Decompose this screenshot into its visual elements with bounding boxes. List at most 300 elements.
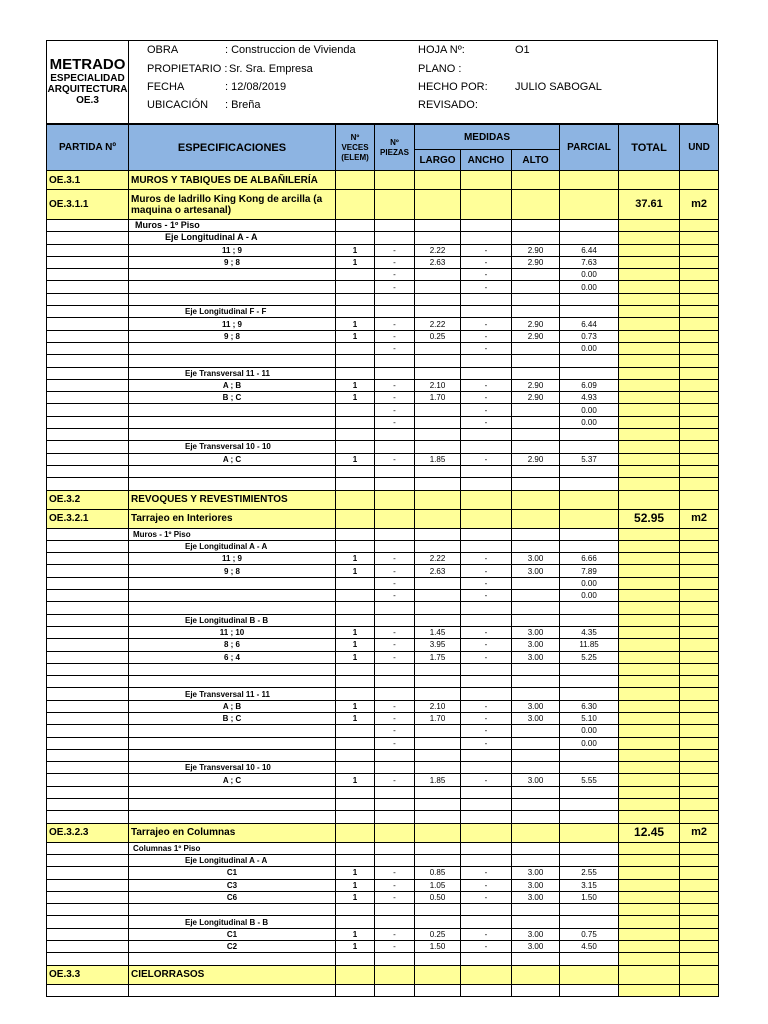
section-unit — [680, 171, 719, 190]
spec-cell: C2 — [129, 941, 336, 953]
und-cell — [680, 891, 719, 903]
parcial-cell — [560, 799, 619, 811]
veces-cell: 1 — [336, 867, 375, 879]
spec-cell — [129, 663, 336, 675]
piezas-cell: - — [375, 891, 415, 903]
total-cell — [619, 786, 680, 798]
und-cell — [680, 842, 719, 854]
spec-cell — [129, 725, 336, 737]
table-row — [47, 269, 719, 281]
veces-cell: 1 — [336, 891, 375, 903]
section-title: Tarrajeo en Columnas — [129, 823, 336, 842]
table-body — [47, 171, 719, 997]
alto-cell: 2.90 — [512, 453, 560, 465]
section-row — [47, 190, 719, 220]
spec-cell: C3 — [129, 879, 336, 891]
und-cell — [680, 811, 719, 823]
section-total — [619, 965, 680, 984]
piezas-cell — [375, 904, 415, 916]
largo-cell: 2.63 — [415, 565, 461, 577]
total-cell — [619, 565, 680, 577]
partida-cell — [47, 269, 129, 281]
partida-code: OE.3.1.1 — [47, 190, 129, 220]
total-cell — [619, 256, 680, 268]
spec-cell — [129, 676, 336, 688]
partida-cell — [47, 416, 129, 428]
veces-cell — [336, 478, 375, 490]
total-cell — [619, 867, 680, 879]
table-row — [47, 220, 719, 232]
total-cell — [619, 626, 680, 638]
ancho-cell: - — [461, 416, 512, 428]
veces-cell — [336, 404, 375, 416]
largo-cell — [415, 281, 461, 293]
ancho-cell — [461, 688, 512, 700]
alto-cell — [512, 577, 560, 589]
empty-cell — [461, 509, 512, 528]
und-cell — [680, 737, 719, 749]
parcial-cell: 4.35 — [560, 626, 619, 638]
hoja-label: HOJA Nº: — [418, 44, 465, 56]
empty-cell — [375, 823, 415, 842]
alto-cell: 3.00 — [512, 867, 560, 879]
spec-cell: 9 ; 8 — [129, 330, 336, 342]
partida-cell — [47, 786, 129, 798]
piezas-cell: - — [375, 281, 415, 293]
largo-cell — [415, 953, 461, 965]
partida-cell — [47, 306, 129, 318]
largo-cell — [415, 916, 461, 928]
spec-cell — [129, 429, 336, 441]
partida-cell — [47, 676, 129, 688]
parcial-cell — [560, 528, 619, 540]
partida-cell — [47, 688, 129, 700]
empty-cell — [336, 823, 375, 842]
veces-cell: 1 — [336, 626, 375, 638]
veces-cell — [336, 429, 375, 441]
table-row — [47, 953, 719, 965]
parcial-cell — [560, 786, 619, 798]
spec-cell: Eje Transversal 11 - 11 — [129, 688, 336, 700]
parcial-cell — [560, 984, 619, 996]
section-title: MUROS Y TABIQUES DE ALBAÑILERÍA — [129, 171, 336, 190]
ancho-cell: - — [461, 318, 512, 330]
ubicacion-value: : Breña — [225, 99, 261, 111]
alto-cell: 3.00 — [512, 941, 560, 953]
table-row — [47, 441, 719, 453]
und-cell — [680, 355, 719, 367]
veces-cell: 1 — [336, 392, 375, 404]
piezas-cell — [375, 786, 415, 798]
col-partida: PARTIDA Nº — [47, 125, 129, 171]
und-cell — [680, 281, 719, 293]
alto-cell: 3.00 — [512, 928, 560, 940]
table-row — [47, 355, 719, 367]
ancho-cell — [461, 540, 512, 552]
section-total: 52.95 — [619, 509, 680, 528]
piezas-cell: - — [375, 626, 415, 638]
und-cell — [680, 553, 719, 565]
ancho-cell: - — [461, 774, 512, 786]
spec-cell: B ; C — [129, 392, 336, 404]
largo-cell — [415, 540, 461, 552]
veces-cell — [336, 540, 375, 552]
fecha-value: : 12/08/2019 — [225, 81, 287, 93]
ancho-cell: - — [461, 453, 512, 465]
section-row — [47, 171, 719, 190]
ancho-cell — [461, 355, 512, 367]
und-cell — [680, 379, 719, 391]
piezas-cell: - — [375, 737, 415, 749]
spec-cell: 8 ; 6 — [129, 639, 336, 651]
veces-cell: 1 — [336, 928, 375, 940]
empty-cell — [560, 171, 619, 190]
total-cell — [619, 441, 680, 453]
spec-cell: Eje Longitudinal B - B — [129, 614, 336, 626]
piezas-cell — [375, 478, 415, 490]
veces-cell — [336, 281, 375, 293]
piezas-cell: - — [375, 416, 415, 428]
piezas-cell — [375, 842, 415, 854]
und-cell — [680, 244, 719, 256]
table-row — [47, 565, 719, 577]
table-row — [47, 293, 719, 305]
spec-cell — [129, 984, 336, 996]
document-header — [46, 40, 718, 124]
veces-cell — [336, 577, 375, 589]
largo-cell: 1.85 — [415, 453, 461, 465]
empty-cell — [461, 490, 512, 509]
partida-cell — [47, 614, 129, 626]
partida-cell — [47, 639, 129, 651]
total-cell — [619, 220, 680, 232]
partida-cell — [47, 842, 129, 854]
table-row — [47, 700, 719, 712]
und-cell — [680, 342, 719, 354]
alto-cell: 2.90 — [512, 330, 560, 342]
table-row — [47, 232, 719, 244]
und-cell — [680, 626, 719, 638]
parcial-cell: 0.00 — [560, 404, 619, 416]
piezas-cell — [375, 762, 415, 774]
parcial-cell — [560, 663, 619, 675]
veces-cell — [336, 528, 375, 540]
alto-cell — [512, 232, 560, 244]
piezas-cell: - — [375, 590, 415, 602]
und-cell — [680, 663, 719, 675]
empty-cell — [560, 490, 619, 509]
section-total: 37.61 — [619, 190, 680, 220]
empty-cell — [461, 171, 512, 190]
und-cell — [680, 879, 719, 891]
total-cell — [619, 737, 680, 749]
piezas-cell: - — [375, 342, 415, 354]
table-row — [47, 737, 719, 749]
largo-cell — [415, 441, 461, 453]
spec-cell: 11 ; 10 — [129, 626, 336, 638]
total-cell — [619, 916, 680, 928]
table-row — [47, 688, 719, 700]
partida-cell — [47, 774, 129, 786]
total-cell — [619, 367, 680, 379]
spec-cell: 11 ; 9 — [129, 318, 336, 330]
fecha-label: FECHA — [147, 81, 185, 93]
partida-cell — [47, 953, 129, 965]
largo-cell — [415, 904, 461, 916]
alto-cell: 3.00 — [512, 891, 560, 903]
table-row — [47, 404, 719, 416]
spec-cell: 9 ; 8 — [129, 256, 336, 268]
section-title: Tarrajeo en Interiores — [129, 509, 336, 528]
total-cell — [619, 478, 680, 490]
total-cell — [619, 269, 680, 281]
spec-cell — [129, 953, 336, 965]
ancho-cell — [461, 799, 512, 811]
und-cell — [680, 220, 719, 232]
piezas-cell: - — [375, 700, 415, 712]
total-cell — [619, 749, 680, 761]
veces-cell: 1 — [336, 244, 375, 256]
spec-cell: Eje Transversal 11 - 11 — [129, 367, 336, 379]
ancho-cell — [461, 220, 512, 232]
spec-cell: Eje Longitudinal A - A — [129, 232, 336, 244]
und-cell — [680, 953, 719, 965]
partida-code: OE.3.2.1 — [47, 509, 129, 528]
spec-cell: B ; C — [129, 712, 336, 724]
section-row — [47, 965, 719, 984]
alto-cell — [512, 688, 560, 700]
ancho-cell — [461, 478, 512, 490]
largo-cell — [415, 367, 461, 379]
parcial-cell: 6.09 — [560, 379, 619, 391]
total-cell — [619, 306, 680, 318]
section-title: REVOQUES Y REVESTIMIENTOS — [129, 490, 336, 509]
empty-cell — [336, 965, 375, 984]
ancho-cell: - — [461, 941, 512, 953]
partida-cell — [47, 465, 129, 477]
table-row — [47, 256, 719, 268]
table-row — [47, 614, 719, 626]
piezas-cell — [375, 749, 415, 761]
piezas-cell — [375, 293, 415, 305]
obra-value: : Construccion de Vivienda — [225, 44, 356, 56]
ancho-cell — [461, 762, 512, 774]
parcial-cell — [560, 953, 619, 965]
total-cell — [619, 904, 680, 916]
und-cell — [680, 429, 719, 441]
partida-cell — [47, 941, 129, 953]
partida-cell — [47, 749, 129, 761]
empty-cell — [375, 171, 415, 190]
alto-cell — [512, 953, 560, 965]
table-row — [47, 842, 719, 854]
partida-cell — [47, 281, 129, 293]
piezas-cell — [375, 676, 415, 688]
partida-cell — [47, 355, 129, 367]
table-row — [47, 916, 719, 928]
col-parcial: PARCIAL — [560, 125, 619, 171]
und-cell — [680, 602, 719, 614]
section-unit: m2 — [680, 190, 719, 220]
und-cell — [680, 269, 719, 281]
ancho-cell: - — [461, 565, 512, 577]
spec-cell: Eje Longitudinal A - A — [129, 540, 336, 552]
parcial-cell — [560, 916, 619, 928]
veces-cell: 1 — [336, 941, 375, 953]
parcial-cell: 6.66 — [560, 553, 619, 565]
partida-cell — [47, 984, 129, 996]
veces-cell — [336, 799, 375, 811]
partida-cell — [47, 565, 129, 577]
und-cell — [680, 330, 719, 342]
parcial-cell: 4.93 — [560, 392, 619, 404]
veces-cell: 1 — [336, 712, 375, 724]
spec-cell: C6 — [129, 891, 336, 903]
spec-cell: 11 ; 9 — [129, 244, 336, 256]
empty-cell — [375, 509, 415, 528]
table-row — [47, 244, 719, 256]
parcial-cell — [560, 762, 619, 774]
und-cell — [680, 854, 719, 866]
table-row — [47, 799, 719, 811]
largo-cell — [415, 602, 461, 614]
spec-cell — [129, 602, 336, 614]
alto-cell: 3.00 — [512, 565, 560, 577]
table-row — [47, 762, 719, 774]
und-cell — [680, 367, 719, 379]
piezas-cell — [375, 441, 415, 453]
alto-cell: 2.90 — [512, 392, 560, 404]
veces-cell — [336, 953, 375, 965]
spec-cell — [129, 465, 336, 477]
ancho-cell: - — [461, 404, 512, 416]
table-row — [47, 306, 719, 318]
total-cell — [619, 379, 680, 391]
total-cell — [619, 700, 680, 712]
alto-cell: 3.00 — [512, 639, 560, 651]
partida-cell — [47, 577, 129, 589]
parcial-cell: 6.30 — [560, 700, 619, 712]
section-unit: m2 — [680, 823, 719, 842]
largo-cell — [415, 676, 461, 688]
partida-cell — [47, 626, 129, 638]
ancho-cell: - — [461, 269, 512, 281]
largo-cell: 2.10 — [415, 700, 461, 712]
parcial-cell: 4.50 — [560, 941, 619, 953]
alto-cell — [512, 416, 560, 428]
spec-cell: A ; B — [129, 700, 336, 712]
partida-code: OE.3.3 — [47, 965, 129, 984]
und-cell — [680, 256, 719, 268]
total-cell — [619, 244, 680, 256]
spec-cell — [129, 590, 336, 602]
piezas-cell: - — [375, 928, 415, 940]
ubicacion-label: UBICACIÓN — [147, 99, 209, 111]
spec-cell — [129, 355, 336, 367]
partida-cell — [47, 651, 129, 663]
und-cell — [680, 404, 719, 416]
plano-label: PLANO : — [418, 63, 462, 75]
ancho-cell: - — [461, 867, 512, 879]
empty-cell — [375, 190, 415, 220]
ancho-cell — [461, 614, 512, 626]
partida-cell — [47, 342, 129, 354]
largo-cell: 2.10 — [415, 379, 461, 391]
und-cell — [680, 232, 719, 244]
ancho-cell: - — [461, 626, 512, 638]
ancho-cell: - — [461, 244, 512, 256]
piezas-cell: - — [375, 244, 415, 256]
partida-code: OE.3.1 — [47, 171, 129, 190]
und-cell — [680, 651, 719, 663]
und-cell — [680, 725, 719, 737]
empty-cell — [560, 965, 619, 984]
table-row — [47, 465, 719, 477]
total-cell — [619, 639, 680, 651]
parcial-cell — [560, 904, 619, 916]
veces-cell — [336, 614, 375, 626]
total-cell — [619, 651, 680, 663]
parcial-cell — [560, 293, 619, 305]
spec-cell: Muros - 1º Piso — [129, 220, 336, 232]
hoja-value: O1 — [515, 44, 530, 56]
hecho-label: HECHO POR: — [418, 81, 488, 93]
parcial-cell — [560, 540, 619, 552]
partida-cell — [47, 367, 129, 379]
empty-cell — [415, 190, 461, 220]
total-cell — [619, 404, 680, 416]
total-cell — [619, 465, 680, 477]
section-total: 12.45 — [619, 823, 680, 842]
und-cell — [680, 700, 719, 712]
spec-cell — [129, 904, 336, 916]
ancho-cell — [461, 441, 512, 453]
parcial-cell — [560, 232, 619, 244]
empty-cell — [336, 171, 375, 190]
ancho-cell: - — [461, 281, 512, 293]
largo-cell: 2.22 — [415, 244, 461, 256]
parcial-cell: 2.55 — [560, 867, 619, 879]
largo-cell — [415, 577, 461, 589]
empty-cell — [560, 509, 619, 528]
veces-cell: 1 — [336, 553, 375, 565]
spec-cell: Eje Longitudinal A - A — [129, 854, 336, 866]
largo-cell: 2.63 — [415, 256, 461, 268]
veces-cell: 1 — [336, 453, 375, 465]
ancho-cell — [461, 811, 512, 823]
table-row — [47, 416, 719, 428]
und-cell — [680, 416, 719, 428]
alto-cell — [512, 441, 560, 453]
parcial-cell: 7.63 — [560, 256, 619, 268]
alto-cell: 3.00 — [512, 712, 560, 724]
total-cell — [619, 429, 680, 441]
col-medidas: MEDIDAS — [415, 125, 560, 150]
largo-cell: 0.25 — [415, 330, 461, 342]
alto-cell — [512, 762, 560, 774]
ancho-cell: - — [461, 553, 512, 565]
total-cell — [619, 342, 680, 354]
piezas-cell — [375, 220, 415, 232]
largo-cell: 1.70 — [415, 392, 461, 404]
alto-cell — [512, 342, 560, 354]
piezas-cell — [375, 528, 415, 540]
partida-cell — [47, 528, 129, 540]
partida-cell — [47, 256, 129, 268]
veces-cell — [336, 786, 375, 798]
veces-cell — [336, 269, 375, 281]
total-cell — [619, 891, 680, 903]
